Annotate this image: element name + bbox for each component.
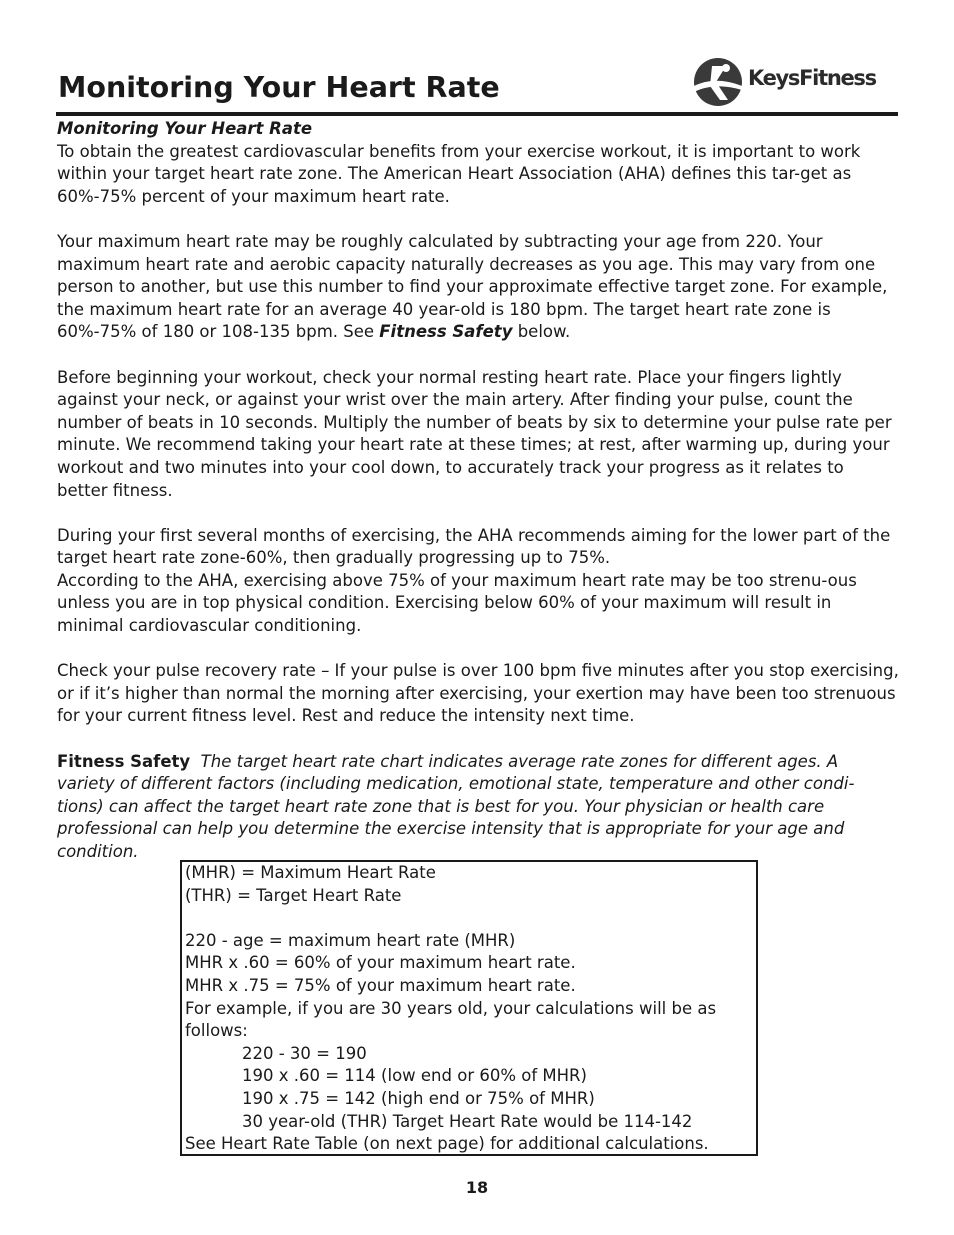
- formula-line: follows:: [185, 1021, 248, 1041]
- formula-line: See Heart Rate Table (on next page) for additional calculations.: [185, 1134, 709, 1154]
- paragraph-max-heart-rate-end: below.: [512, 322, 571, 342]
- formula-line: MHR x .75 = 75% of your maximum heart rate.: [185, 975, 576, 995]
- paragraph-max-heart-rate: [57, 231, 899, 344]
- paragraph-first-months: During your first several months of exercising, the AHA recommends aiming for the lower part of the target heart rate zone-60%, then gradually progressing up to 75%.: [57, 525, 891, 568]
- logo-wordmark-fitness: Fitness: [799, 66, 876, 90]
- formula-example-line: 220 - 30 = 190: [242, 1043, 367, 1063]
- logo-wordmark-keys: Keys: [748, 66, 800, 90]
- paragraph-gap: [57, 208, 899, 231]
- paragraph-max-heart-rate-text: Your maximum heart rate may be roughly calculated by subtracting your age from 220. Your maximum heart rate and aerobic capacity naturally decreases as you age. This may vary from one person to another, but use this number to find your approximate effective target zone. For example, the maximum heart rate for an average 40 year-old is 180 bpm. The target heart rate zone is 60%-75% of 180 or 108-135 bpm. See: [57, 231, 888, 342]
- paragraph-gap: [57, 728, 899, 751]
- paragraph-gap: [57, 344, 899, 367]
- paragraph-pulse-recovery: Check your pulse recovery rate – If your pulse is over 100 bpm five minutes after you stop exercising, or if it’s higher than normal the morning after exercising, your exertion may have been too strenuous for your current fitness level. Rest and reduce the intensity next time.: [57, 661, 899, 726]
- formula-line: MHR x .60 = 60% of your maximum heart rate.: [185, 953, 576, 973]
- header-divider: [56, 112, 898, 116]
- paragraph-target-zone: To obtain the greatest cardiovascular benefits from your exercise workout, it is important to work within your target heart rate zone. The American Heart Association (AHA) defines this tar-get as 60%-75% percent of your maximum heart rate.: [57, 141, 861, 206]
- page-number: 18: [465, 1178, 489, 1197]
- fitness-safety-text: The target heart rate chart indicates average rate zones for different ages. A variety of different factors (including medication, emotional state, temperature and other condi-tions) can affect the target heart rate zone that is best for you. Your physician or health care professional can help you determine the exercise intensity that is appropriate for your age and condition.: [57, 751, 855, 861]
- page-content: [57, 118, 899, 864]
- formula-example-line: 190 x .60 = 114 (low end or 60% of MHR): [242, 1066, 587, 1086]
- keysfitness-runner-logo-icon: [692, 56, 744, 108]
- keysfitness-logo: [692, 56, 902, 108]
- paragraph-fitness-safety: [57, 751, 899, 864]
- heart-rate-formula-box: [180, 860, 758, 1156]
- fitness-safety-label: Fitness Safety: [57, 751, 191, 771]
- page-title: Monitoring Your Heart Rate: [58, 71, 500, 104]
- formula-line: (THR) = Target Heart Rate: [185, 885, 402, 905]
- formula-blank-line: [185, 907, 756, 930]
- formula-line: 220 - age = maximum heart rate (MHR): [185, 930, 516, 950]
- paragraph-gap: [57, 502, 899, 525]
- paragraph-above-75: According to the AHA, exercising above 75% of your maximum heart rate may be too strenu-ous unless you are in top physical condition. Exercising below 60% of your maximum will result in minimal cardiovascular conditioning.: [57, 570, 857, 636]
- formula-line: For example, if you are 30 years old, your calculations will be as: [185, 998, 717, 1018]
- fitness-safety-reference: Fitness Safety: [379, 322, 513, 342]
- section-subheading: Monitoring Your Heart Rate: [57, 119, 313, 138]
- formula-example-line: 30 year-old (THR) Target Heart Rate would be 114-142: [242, 1111, 693, 1131]
- paragraph-resting-heart-rate: Before beginning your workout, check your normal resting heart rate. Place your fingers lightly against your neck, or against your wrist over the main artery. After finding your pulse, count the number of beats in 10 seconds. Multiply the number of beats by six to determine your pulse rate per minute. We recommend taking your heart rate at these times; at rest, after warming up, during your workout and two minutes into your cool down, to accurately track your progress as it relates to better fitness.: [57, 367, 892, 500]
- formula-example-line: 190 x .75 = 142 (high end or 75% of MHR): [242, 1088, 595, 1108]
- formula-line: (MHR) = Maximum Heart Rate: [185, 863, 436, 882]
- logo-wordmark: [748, 66, 876, 90]
- paragraph-gap: [57, 638, 899, 661]
